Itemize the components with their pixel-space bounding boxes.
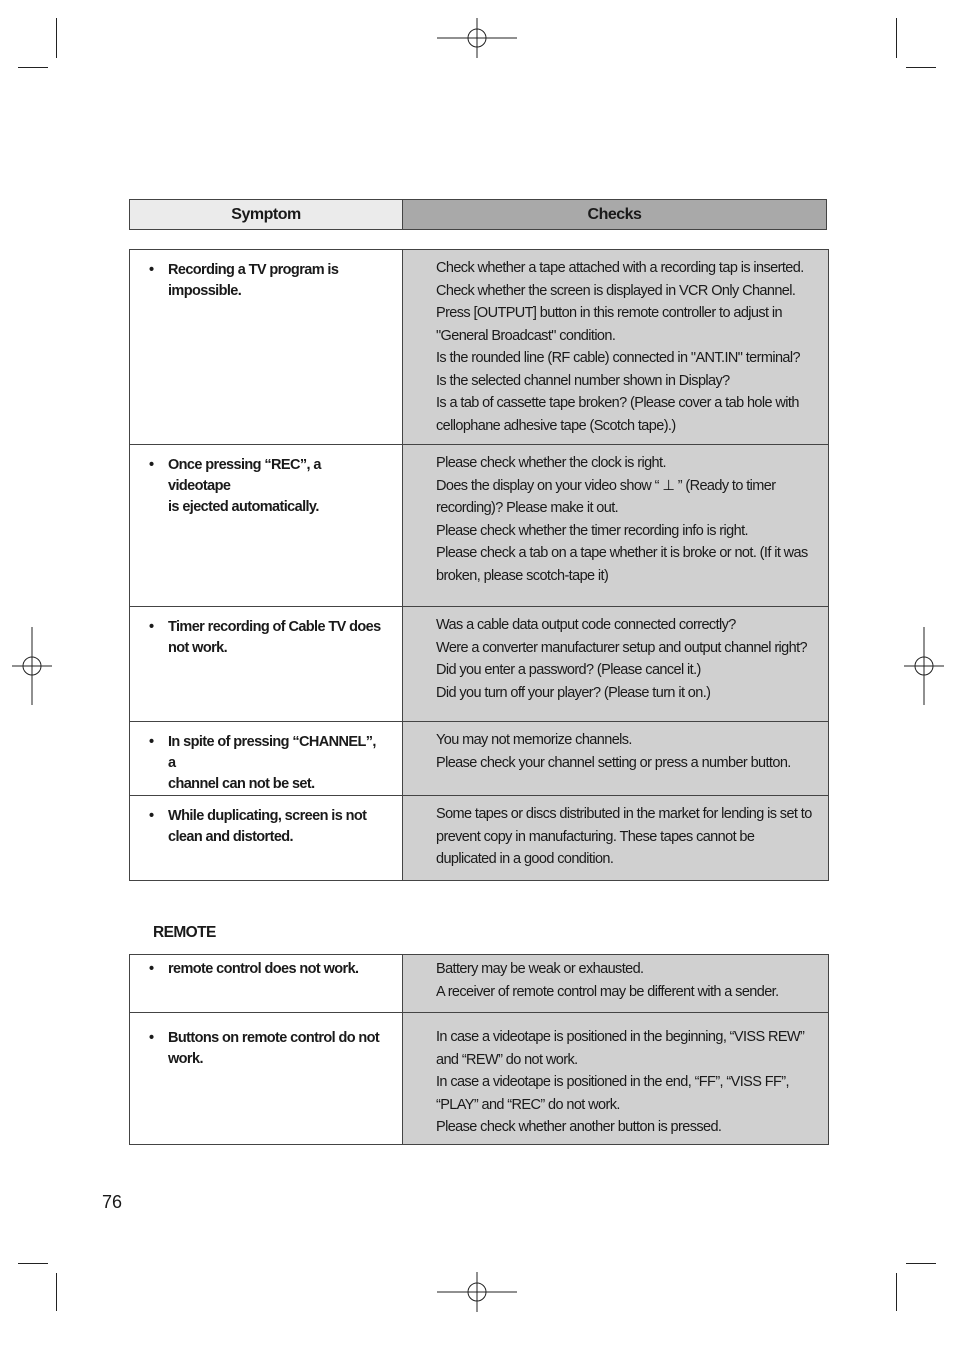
page-number: 76 xyxy=(102,1192,123,1212)
remote-table xyxy=(129,954,829,1145)
table-row xyxy=(130,445,829,607)
symptom-cell xyxy=(130,607,403,722)
check-line: Press [OUTPUT] button in this remote controller to adjust in xyxy=(436,305,782,321)
symptom-line: While duplicating, screen is not xyxy=(168,808,367,824)
check-line: "General Broadcast" condition. xyxy=(436,327,616,344)
check-line: Please check whether the clock is right. xyxy=(436,455,666,471)
troubleshooting-table xyxy=(129,249,829,881)
check-line: Is the rounded line (RF cable) connected in "ANT.IN" terminal? xyxy=(436,350,800,366)
symptom-cell xyxy=(130,955,403,1013)
check-line: Please check whether another button is pressed. xyxy=(436,1119,722,1135)
symptom-line: is ejected automatically. xyxy=(168,499,319,515)
checks-header: Checks xyxy=(403,200,826,229)
check-line: Is a tab of cassette tape broken? (Please cover a tab hole with xyxy=(436,395,799,411)
check-line: and “REW” do not work. xyxy=(436,1051,578,1068)
check-line: broken, please scotch-tape it) xyxy=(436,567,609,584)
registration-mark-icon xyxy=(437,1272,517,1312)
check-line: In case a videotape is positioned in the end, “FF”, “VISS FF”, xyxy=(436,1074,789,1090)
checks-cell xyxy=(403,722,829,796)
check-line: Some tapes or discs distributed in the market for lending is set to xyxy=(436,806,812,822)
symptom-line: Recording a TV program is xyxy=(168,262,339,278)
table-row xyxy=(130,607,829,722)
bullet: • xyxy=(149,734,154,750)
crop-mark xyxy=(896,18,897,58)
check-line: Were a converter manufacturer setup and output channel right? xyxy=(436,639,807,656)
crop-mark xyxy=(18,1263,48,1264)
registration-mark-icon xyxy=(904,627,944,705)
symptom-line: work. xyxy=(168,1051,203,1067)
symptom-cell xyxy=(130,796,403,881)
symptom-header: Symptom xyxy=(130,200,403,229)
symptom-cell xyxy=(130,722,403,796)
crop-mark xyxy=(906,1263,936,1264)
symptom-line: Buttons on remote control do not xyxy=(168,1030,380,1046)
checks-cell xyxy=(403,955,829,1013)
table-row xyxy=(130,955,829,1013)
symptom-cell xyxy=(130,1013,403,1145)
checks-cell xyxy=(403,796,829,881)
check-line: cellophane adhesive tape (Scotch tape).) xyxy=(436,417,676,434)
check-line: Did you turn off your player? (Please turn it on.) xyxy=(436,684,711,701)
check-line: Is the selected channel number shown in Display? xyxy=(436,372,730,389)
bullet: • xyxy=(149,262,154,278)
table-row xyxy=(130,250,829,445)
crop-mark xyxy=(56,1273,57,1311)
check-line: Was a cable data output code connected correctly? xyxy=(436,617,736,633)
checks-cell xyxy=(403,1013,829,1145)
bullet: • xyxy=(149,808,154,824)
check-line: Please check your channel setting or press a number button. xyxy=(436,754,791,771)
crop-mark xyxy=(896,1273,897,1311)
bullet: • xyxy=(149,457,154,473)
crop-mark xyxy=(56,18,57,58)
check-line: Check whether a tape attached with a recording tap is inserted. xyxy=(436,260,804,276)
symptom-line: Once pressing “REC”, a videotape xyxy=(168,457,321,494)
check-line: duplicated in a good condition. xyxy=(436,851,614,867)
symptom-line: impossible. xyxy=(168,283,242,299)
check-line: recording)? Please make it out. xyxy=(436,500,619,516)
check-line: Check whether the screen is displayed in VCR Only Channel. xyxy=(436,282,796,299)
table-row xyxy=(130,1013,829,1145)
crop-mark xyxy=(906,67,936,68)
checks-cell xyxy=(403,250,829,445)
symptom-cell xyxy=(130,250,403,445)
symptom-line: remote control does not work. xyxy=(168,961,359,977)
checks-cell xyxy=(403,445,829,607)
symptom-cell xyxy=(130,445,403,607)
table-row xyxy=(130,796,829,881)
check-line: Did you enter a password? (Please cancel it.) xyxy=(436,662,701,678)
symptom-line: channel can not be set. xyxy=(168,776,315,792)
check-line: You may not memorize channels. xyxy=(436,732,632,748)
registration-mark-icon xyxy=(12,627,52,705)
check-line: A receiver of remote control may be different with a sender. xyxy=(436,983,779,1000)
check-line: In case a videotape is positioned in the beginning, “VISS REW” xyxy=(436,1029,805,1045)
check-line: “PLAY” and “REC” do not work. xyxy=(436,1096,620,1113)
table-row xyxy=(130,722,829,796)
check-line: Does the display on your video show “ ⊥ ” (Ready to timer xyxy=(436,477,776,494)
symptom-line: clean and distorted. xyxy=(168,829,293,845)
symptom-line: In spite of pressing “CHANNEL”, a xyxy=(168,734,376,771)
symptom-line: Timer recording of Cable TV does xyxy=(168,619,381,635)
check-line: Battery may be weak or exhausted. xyxy=(436,961,644,977)
check-line: Please check whether the timer recording info is right. xyxy=(436,522,748,539)
check-line: prevent copy in manufacturing. These tapes cannot be xyxy=(436,828,755,845)
checks-cell xyxy=(403,607,829,722)
bullet: • xyxy=(149,961,154,977)
bullet: • xyxy=(149,1030,154,1046)
bullet: • xyxy=(149,619,154,635)
remote-section-title: REMOTE xyxy=(153,924,216,941)
symptom-line: not work. xyxy=(168,640,228,656)
crop-mark xyxy=(18,67,48,68)
registration-mark-icon xyxy=(437,18,517,58)
table-header xyxy=(129,199,827,230)
check-line: Please check a tab on a tape whether it is broke or not. (If it was xyxy=(436,545,808,561)
